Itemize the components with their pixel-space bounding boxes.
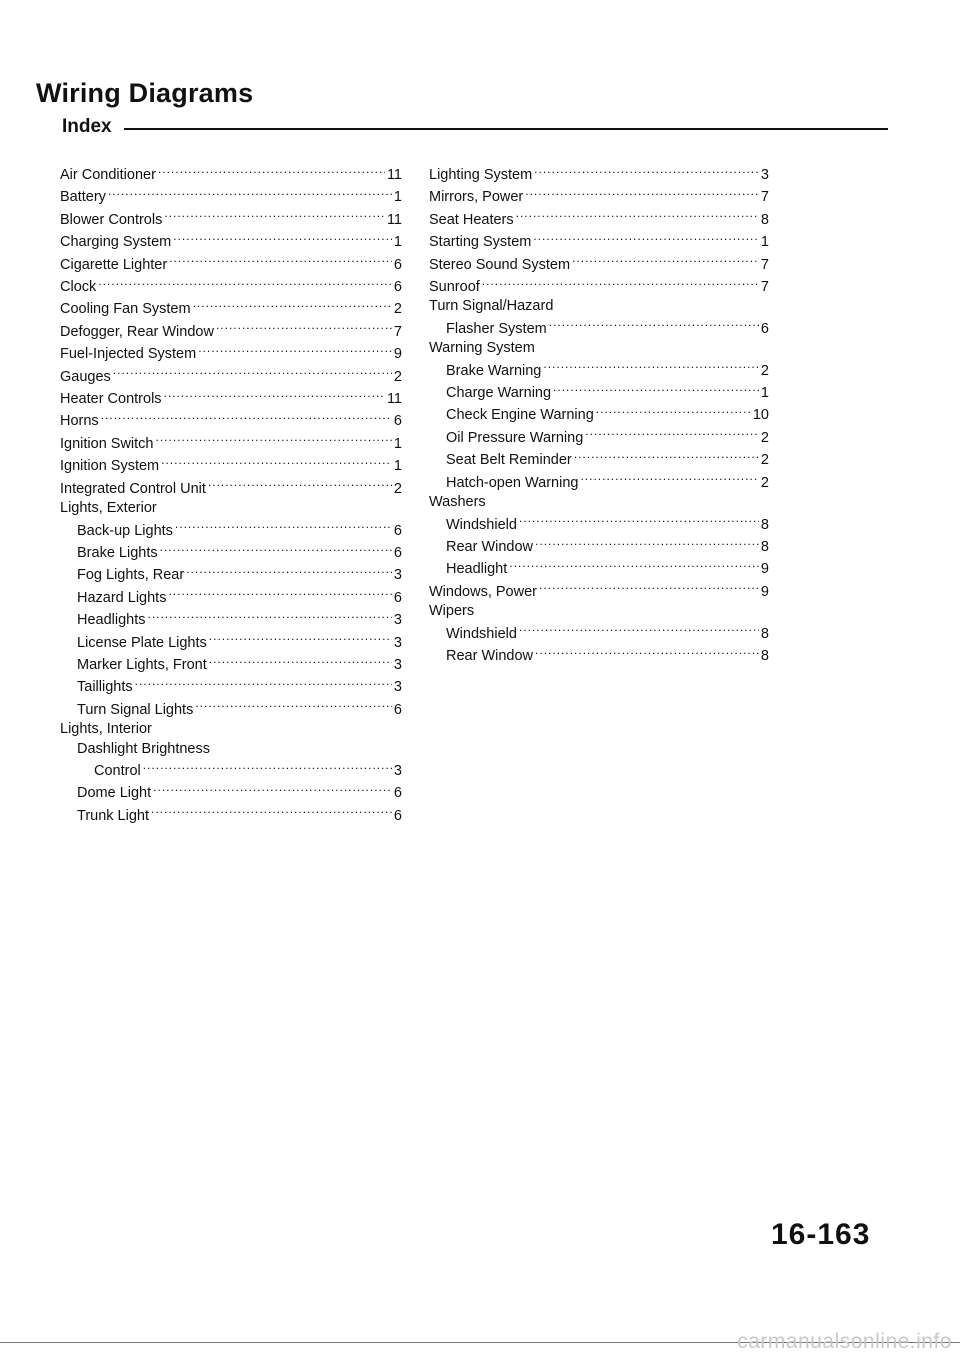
index-entry-page: 2 — [760, 474, 769, 491]
index-entry[interactable] — [429, 208, 769, 230]
index-entry[interactable] — [60, 586, 402, 608]
index-entry-label: Rear Window — [446, 647, 534, 664]
index-entry[interactable] — [429, 275, 769, 297]
index-entry-label: Clock — [60, 279, 97, 296]
index-entry-page: 6 — [393, 413, 402, 430]
index-entry-label: Brake Lights — [77, 544, 158, 561]
dot-leader — [525, 185, 759, 201]
dot-leader — [173, 230, 392, 246]
index-entry-label: Cooling Fan System — [60, 301, 191, 318]
index-entry-page: 8 — [760, 625, 769, 642]
index-entry-label: Sunroof — [429, 279, 480, 296]
index-entry[interactable] — [60, 275, 402, 297]
index-group-heading: Lights, Interior — [60, 721, 152, 738]
index-entry-page: 2 — [393, 301, 402, 318]
index-entry-page: 6 — [393, 522, 402, 539]
index-entry-page: 6 — [760, 320, 769, 337]
index-entry-label: Gauges — [60, 368, 111, 385]
index-entry[interactable] — [60, 519, 402, 541]
index-entry-page: 1 — [760, 234, 769, 251]
index-group-heading: Washers — [429, 494, 486, 511]
index-entry-label: Fog Lights, Rear — [77, 567, 185, 584]
index-entry-page: 9 — [760, 561, 769, 578]
dot-leader — [208, 477, 392, 493]
index-entry[interactable] — [429, 513, 769, 535]
page-title: Wiring Diagrams — [36, 78, 254, 108]
index-entry-page: 6 — [393, 589, 402, 606]
index-entry[interactable] — [429, 426, 769, 448]
index-entry-label: Seat Heaters — [429, 211, 514, 228]
index-entry-label: Heater Controls — [60, 391, 162, 408]
index-entry-label: Windows, Power — [429, 583, 537, 600]
dot-leader — [519, 513, 759, 529]
index-entry-label: Ignition Switch — [60, 435, 154, 452]
index-entry-label: Windshield — [446, 516, 517, 533]
index-entry[interactable] — [429, 317, 769, 339]
index-entry[interactable] — [60, 409, 402, 431]
index-entry-page: 2 — [760, 452, 769, 469]
index-entry-page: 3 — [393, 567, 402, 584]
index-entry-page: 2 — [760, 362, 769, 379]
dot-leader — [572, 253, 759, 269]
index-entry-label: Marker Lights, Front — [77, 656, 207, 673]
dot-leader — [193, 297, 392, 313]
index-entry-page: 2 — [393, 368, 402, 385]
index-entry-label: Flasher System — [446, 320, 547, 337]
index-entry[interactable] — [429, 557, 769, 579]
index-entry-page: 6 — [393, 701, 402, 718]
index-entry[interactable] — [60, 185, 402, 207]
index-entry-label: Charging System — [60, 234, 172, 251]
index-entry[interactable] — [429, 622, 769, 644]
dot-leader — [160, 541, 392, 557]
index-entry-label: Cigarette Lighter — [60, 256, 168, 273]
dot-leader — [535, 535, 759, 551]
index-entry-page: 3 — [393, 634, 402, 651]
index-entry-page: 2 — [393, 480, 402, 497]
index-entry-label: Taillights — [77, 679, 133, 696]
dot-leader — [164, 208, 385, 224]
index-entry[interactable] — [60, 297, 402, 319]
index-entry[interactable] — [429, 253, 769, 275]
index-entry-page: 3 — [393, 762, 402, 779]
index-entry[interactable] — [429, 359, 769, 381]
index-entry-page: 7 — [760, 189, 769, 206]
dot-leader — [161, 454, 392, 470]
index-entry-page: 3 — [393, 679, 402, 696]
page-number: 16-163 — [771, 1218, 871, 1251]
dot-leader — [135, 675, 392, 691]
dot-leader — [516, 208, 759, 224]
index-entry[interactable] — [60, 342, 402, 364]
index-entry-label: Hazard Lights — [77, 589, 167, 606]
index-entry-page: 6 — [393, 807, 402, 824]
index-entry-label: Hatch-open Warning — [446, 474, 579, 491]
index-entry-page: 7 — [760, 279, 769, 296]
dot-leader — [596, 403, 751, 419]
index-entry-label: Headlights — [77, 612, 146, 629]
index-group-heading: Dashlight Brightness — [77, 740, 210, 757]
index-entry-label: Defogger, Rear Window — [60, 323, 214, 340]
index-entry[interactable] — [60, 804, 402, 826]
dot-leader — [549, 317, 759, 333]
index-entry-label: Headlight — [446, 561, 508, 578]
index-entry-page: 3 — [760, 167, 769, 183]
dot-leader — [553, 381, 759, 397]
watermark[interactable]: carmanualsonline.info — [737, 1330, 952, 1353]
index-entry-label: Battery — [60, 189, 106, 206]
index-entry[interactable] — [60, 759, 402, 781]
index-group-heading: Wipers — [429, 603, 475, 620]
index-entry-page: 1 — [393, 189, 402, 206]
index-heading: Index — [62, 116, 112, 137]
index-entry[interactable] — [429, 580, 769, 602]
index-group-heading: Warning System — [429, 340, 535, 357]
dot-leader — [151, 804, 392, 820]
dot-leader — [543, 359, 759, 375]
index-entry-page: 10 — [752, 407, 769, 424]
index-entry-page: 11 — [386, 211, 402, 228]
index-entry-label: Windshield — [446, 625, 517, 642]
dot-leader — [198, 342, 392, 358]
index-entry-page: 3 — [393, 612, 402, 629]
index-entry[interactable] — [60, 781, 402, 803]
index-entry-label: License Plate Lights — [77, 634, 207, 651]
index-entry-page: 3 — [393, 656, 402, 673]
index-entry[interactable] — [429, 644, 769, 666]
index-entry[interactable] — [60, 675, 402, 697]
dot-leader — [158, 163, 385, 179]
index-entry-page: 11 — [386, 391, 402, 408]
index-entry[interactable] — [429, 471, 769, 493]
index-column-right — [429, 163, 769, 666]
dot-leader — [216, 320, 392, 336]
index-entry-page: 6 — [393, 544, 402, 561]
dot-leader — [108, 185, 392, 201]
dot-leader — [113, 365, 392, 381]
index-entry[interactable] — [429, 230, 769, 252]
index-entry-page: 11 — [386, 167, 402, 183]
index-entry[interactable] — [429, 185, 769, 207]
index-entry[interactable] — [429, 163, 769, 185]
index-entry-page: 2 — [760, 429, 769, 446]
index-entry-page: 8 — [760, 538, 769, 555]
index-entry-label: Check Engine Warning — [446, 407, 594, 424]
index-entry[interactable] — [60, 253, 402, 275]
index-entry-label: Mirrors, Power — [429, 189, 524, 206]
index-entry[interactable] — [60, 365, 402, 387]
dot-leader — [195, 698, 392, 714]
dot-leader — [156, 432, 392, 448]
index-entry[interactable] — [60, 230, 402, 252]
index-group-heading: Lights, Exterior — [60, 500, 157, 517]
index-entry-label: Dome Light — [77, 785, 152, 802]
index-entry-page: 9 — [760, 583, 769, 600]
index-entry-label: Rear Window — [446, 538, 534, 555]
index-entry-page: 8 — [760, 647, 769, 664]
dot-leader — [209, 653, 392, 669]
dot-leader — [168, 586, 391, 602]
index-entry-label: Horns — [60, 413, 99, 430]
index-entry-page: 6 — [393, 279, 402, 296]
index-entry-page: 8 — [760, 211, 769, 228]
index-entry-page: 1 — [393, 435, 402, 452]
index-entry-label: Control — [94, 762, 141, 779]
dot-leader — [209, 631, 392, 647]
dot-leader — [533, 230, 759, 246]
index-entry-page: 8 — [760, 516, 769, 533]
dot-leader — [153, 781, 392, 797]
index-column-left — [60, 163, 402, 826]
dot-leader — [164, 387, 385, 403]
dot-leader — [482, 275, 759, 291]
dot-leader — [580, 471, 758, 487]
index-entry-label: Stereo Sound System — [429, 256, 571, 273]
index-entry-page: 1 — [393, 234, 402, 251]
dot-leader — [186, 563, 392, 579]
index-entry[interactable] — [60, 387, 402, 409]
index-entry[interactable] — [60, 631, 402, 653]
index-entry-label: Air Conditioner — [60, 167, 156, 183]
index-entry[interactable] — [60, 432, 402, 454]
index-entry[interactable] — [429, 535, 769, 557]
index-entry-label: Seat Belt Reminder — [446, 452, 572, 469]
index-entry[interactable] — [60, 454, 402, 476]
index-entry-label: Starting System — [429, 234, 532, 251]
index-entry-page: 6 — [393, 256, 402, 273]
index-entry-label: Oil Pressure Warning — [446, 429, 584, 446]
index-entry[interactable] — [60, 608, 402, 630]
dot-leader — [101, 409, 392, 425]
index-entry-label: Fuel-Injected System — [60, 346, 197, 363]
index-entry-label: Turn Signal Lights — [77, 701, 194, 718]
dot-leader — [535, 644, 759, 660]
dot-leader — [534, 163, 759, 179]
dot-leader — [585, 426, 759, 442]
index-entry[interactable] — [60, 208, 402, 230]
index-heading-row — [62, 116, 888, 138]
index-entry-label: Back-up Lights — [77, 522, 173, 539]
dot-leader — [574, 448, 759, 464]
dot-leader — [539, 580, 759, 596]
index-entry-label: Lighting System — [429, 167, 533, 183]
dot-leader — [98, 275, 392, 291]
index-entry-label: Blower Controls — [60, 211, 163, 228]
index-entry-label: Ignition System — [60, 458, 160, 475]
dot-leader — [175, 519, 392, 535]
index-entry[interactable] — [60, 477, 402, 499]
dot-leader — [143, 759, 392, 775]
index-entry-page: 1 — [393, 458, 402, 475]
index-entry[interactable] — [60, 698, 402, 720]
index-entry-page: 7 — [760, 256, 769, 273]
index-entry[interactable] — [60, 163, 402, 185]
index-entry-page: 1 — [760, 385, 769, 402]
index-entry[interactable] — [429, 381, 769, 403]
index-entry[interactable] — [60, 320, 402, 342]
index-entry-label: Integrated Control Unit — [60, 480, 206, 497]
index-entry[interactable] — [429, 448, 769, 470]
index-entry[interactable] — [60, 563, 402, 585]
index-entry[interactable] — [60, 653, 402, 675]
index-entry[interactable] — [60, 541, 402, 563]
index-entry-label: Charge Warning — [446, 385, 552, 402]
index-group-heading: Turn Signal/Hazard — [429, 298, 554, 315]
index-entry-label: Brake Warning — [446, 362, 542, 379]
dot-leader — [509, 557, 759, 573]
index-entry-label: Trunk Light — [77, 807, 149, 824]
dot-leader — [148, 608, 392, 624]
index-entry-page: 7 — [393, 323, 402, 340]
index-entry-page: 6 — [393, 785, 402, 802]
index-entry[interactable] — [429, 403, 769, 425]
index-entry-page: 9 — [393, 346, 402, 363]
dot-leader — [169, 253, 392, 269]
heading-rule — [124, 128, 888, 130]
dot-leader — [519, 622, 759, 638]
